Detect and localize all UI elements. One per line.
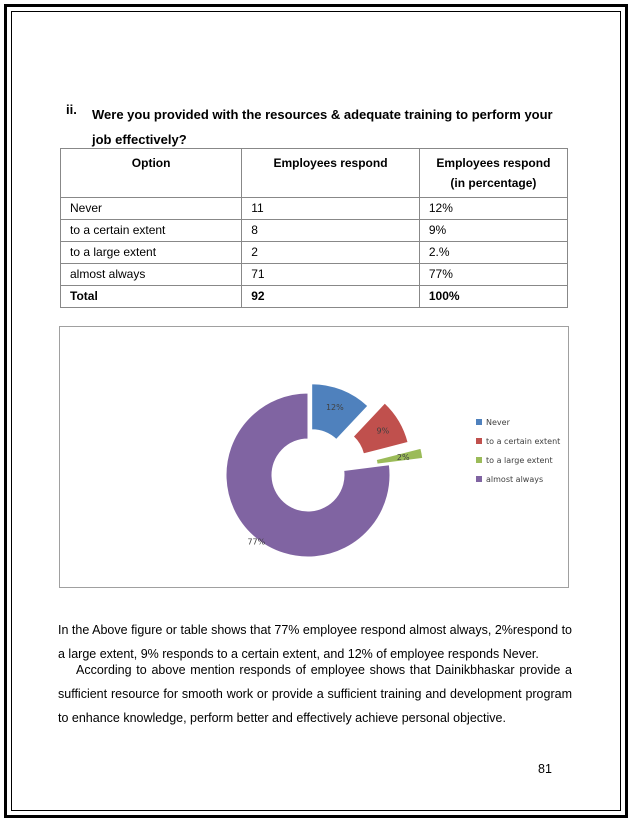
cell-percent: 77% xyxy=(419,264,567,286)
cell-count: 2 xyxy=(242,242,420,264)
header-option: Option xyxy=(61,149,242,198)
cell-total-percent: 100% xyxy=(419,286,567,308)
legend-swatch-1 xyxy=(476,438,482,444)
question-text: Were you provided with the resources & adequate training to perform your job effectively? xyxy=(92,107,553,147)
page-number: 81 xyxy=(538,762,552,776)
table-total-row xyxy=(61,286,568,308)
cell-total-label: Total xyxy=(61,286,242,308)
header-employees-percentage xyxy=(419,149,567,198)
table-row xyxy=(61,264,568,286)
table-header-row xyxy=(61,149,568,198)
legend-label-3: almost always xyxy=(486,475,544,484)
summary-paragraph: In the Above figure or table shows that 77% employee respond almost always, 2%respond to a large extent, 9% responds to a certain extent, and 12% of employee responds Never. xyxy=(58,623,572,661)
cell-count: 71 xyxy=(242,264,420,286)
header-pct-line2: (in percentage) xyxy=(450,176,537,190)
doughnut-chart xyxy=(59,326,569,588)
response-table xyxy=(60,148,568,308)
legend-swatch-3 xyxy=(476,476,482,482)
cell-percent: 2.% xyxy=(419,242,567,264)
legend-swatch-0 xyxy=(476,419,482,425)
cell-option: to a certain extent xyxy=(61,220,242,242)
cell-option: Never xyxy=(61,198,242,220)
table-row xyxy=(61,220,568,242)
cell-percent: 9% xyxy=(419,220,567,242)
header-pct-line1: Employees respond xyxy=(436,156,551,170)
data-label-1: 9% xyxy=(376,426,390,436)
question-number: ii. xyxy=(66,102,77,117)
table-row xyxy=(61,242,568,264)
data-label-2: 2% xyxy=(396,452,410,462)
data-label-0: 12% xyxy=(325,403,344,413)
legend-swatch-2 xyxy=(476,457,482,463)
cell-option: almost always xyxy=(61,264,242,286)
data-label-3: 77% xyxy=(247,537,266,547)
conclusion-paragraph: According to above mention responds of employee shows that Dainikbhaskar provide a sufficient resource for smooth work or provide a sufficient training and development program to enhance knowledge, perform better and effectively achieve personal objective. xyxy=(58,663,572,725)
chart-svg xyxy=(60,327,568,587)
cell-option: to a large extent xyxy=(61,242,242,264)
legend-label-0: Never xyxy=(486,418,510,427)
legend-label-1: to a certain extent xyxy=(486,437,561,446)
legend-label-2: to a large extent xyxy=(486,456,553,465)
slice-3 xyxy=(226,393,390,557)
cell-total-count: 92 xyxy=(242,286,420,308)
cell-percent: 12% xyxy=(419,198,567,220)
table-row xyxy=(61,198,568,220)
cell-count: 11 xyxy=(242,198,420,220)
header-employees-respond: Employees respond xyxy=(242,149,420,198)
cell-count: 8 xyxy=(242,220,420,242)
